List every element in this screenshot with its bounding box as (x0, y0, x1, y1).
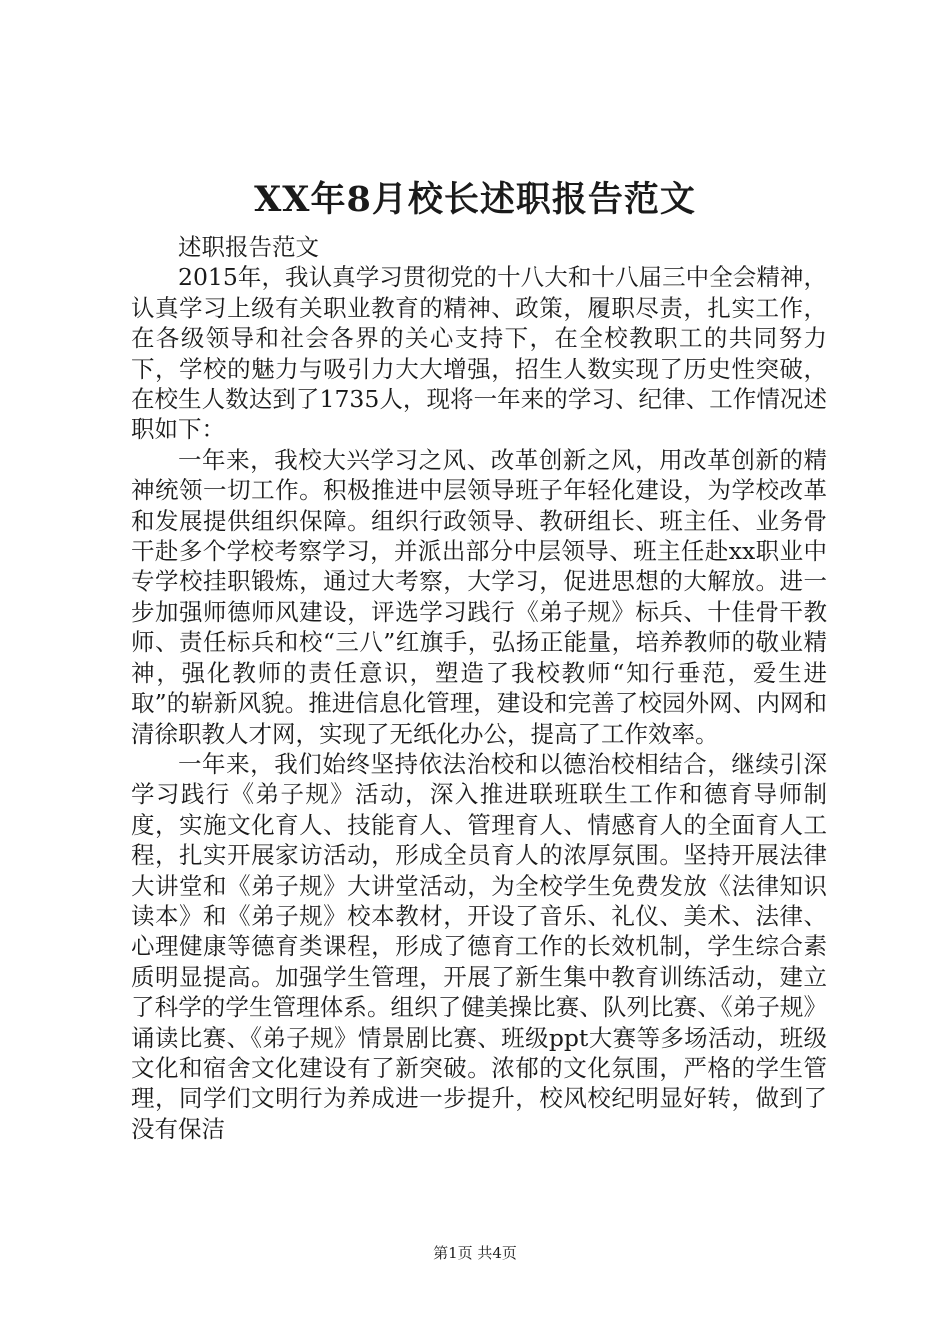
page-total: 共4页 (477, 1244, 517, 1262)
document-title: XX年8月校长述职报告范文 (254, 179, 696, 220)
paragraph-subtitle: 述职报告范文 (178, 233, 319, 261)
page-footer (0, 1243, 950, 1263)
paragraph-moral-education: 一年来，我们始终坚持依法治校和以德治校相结合，继续引深学习践行《弟子规》活动，深入推进联班联生工作和德育导师制度，实施文化育人、技能育人、管理育人、情感育人的全面育人工程，扎实开展家访活动，形成全员育人的浓厚氛围。坚持开展法律大讲堂和《弟子规》大讲堂活动，为全校学生免费发放《法律知识读本》和《弟子规》校本教材，开设了音乐、礼仪、美术、法律、心理健康等德育类课程，形成了德育工作的长效机制，学生综合素质明显提高。加强学生管理，开展了新生集中教育训练活动，建立了科学的学生管理体系。组织了健美操比赛、队列比赛、《弟子规》诵读比赛、《弟子规》情景剧比赛、班级ppt大赛等多场活动，班级文化和宿舍文化建设有了新突破。浓郁的文化氛围，严格的学生管理，同学们文明行为养成进一步提升，校风校纪明显好转，做到了没有保洁 (131, 749, 827, 1143)
paragraph-intro: 2015年，我认真学习贯彻党的十八大和十八届三中全会精神，认真学习上级有关职业教育的精神、政策，履职尽责，扎实工作，在各级领导和社会各界的关心支持下，在全校教职工的共同努力下，学校的魅力与吸引力大大增强，招生人数实现了历史性突破，在校生人数达到了1735人，现将一年来的学习、纪律、工作情况述职如下： (131, 263, 827, 444)
page-number: 第1页 (433, 1244, 473, 1262)
document-body (131, 232, 827, 1144)
paragraph-reform: 一年来，我校大兴学习之风、改革创新之风，用改革创新的精神统领一切工作。积极推进中层领导班子年轻化建设，为学校改革和发展提供组织保障。组织行政领导、教研组长、班主任、业务骨干赴多个学校考察学习，并派出部分中层领导、班主任赴xx职业中专学校挂职锻炼，通过大考察，大学习，促进思想的大解放。进一步加强师德师风建设，评选学习践行《弟子规》标兵、十佳骨干教师、责任标兵和校“三八”红旗手，弘扬正能量，培养教师的敬业精神，强化教师的责任意识，塑造了我校教师“知行垂范，爱生进取”的崭新风貌。推进信息化管理，建设和完善了校园外网、内网和清徐职教人才网，实现了无纸化办公，提高了工作效率。 (131, 445, 827, 748)
